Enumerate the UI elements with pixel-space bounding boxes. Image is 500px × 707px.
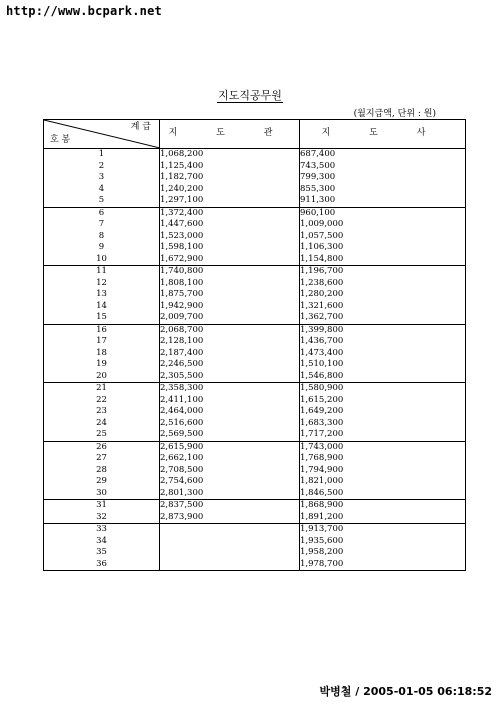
jidogwan-cell: 1,182,700 xyxy=(160,172,300,184)
jidosa-cell: 1,196,700 xyxy=(300,266,466,278)
jidogwan-cell: 1,372,400 xyxy=(160,207,300,219)
step-cell: 31 xyxy=(44,500,160,512)
jidosa-cell: 1,649,200 xyxy=(300,406,466,418)
jidosa-cell: 1,615,200 xyxy=(300,395,466,407)
table-row xyxy=(44,231,466,243)
jidosa-cell: 1,238,600 xyxy=(300,278,466,290)
table-body xyxy=(44,149,466,571)
step-cell: 33 xyxy=(44,524,160,536)
step-cell: 36 xyxy=(44,559,160,571)
jidogwan-cell: 1,740,800 xyxy=(160,266,300,278)
column-header-jidogwan-text: 지 도 관 xyxy=(168,128,291,139)
table-row xyxy=(44,219,466,231)
step-cell: 7 xyxy=(44,219,160,231)
step-cell: 28 xyxy=(44,465,160,477)
jidogwan-cell xyxy=(160,524,300,536)
table-row xyxy=(44,336,466,348)
jidosa-cell: 1,768,900 xyxy=(300,453,466,465)
jidosa-cell: 1,913,700 xyxy=(300,524,466,536)
table-row xyxy=(44,406,466,418)
jidosa-cell: 799,300 xyxy=(300,172,466,184)
table-row xyxy=(44,500,466,512)
table-row xyxy=(44,395,466,407)
table-row xyxy=(44,312,466,324)
table-row xyxy=(44,161,466,173)
step-cell: 19 xyxy=(44,359,160,371)
step-cell: 14 xyxy=(44,301,160,313)
jidogwan-cell: 2,068,700 xyxy=(160,324,300,336)
step-cell: 21 xyxy=(44,383,160,395)
jidosa-cell: 1,868,900 xyxy=(300,500,466,512)
jidogwan-cell: 1,447,600 xyxy=(160,219,300,231)
jidosa-cell: 1,717,200 xyxy=(300,429,466,441)
table-row xyxy=(44,559,466,571)
table-row xyxy=(44,242,466,254)
jidogwan-cell: 2,516,600 xyxy=(160,418,300,430)
jidosa-cell: 1,473,400 xyxy=(300,348,466,360)
document-title-text: 지도직공무원 xyxy=(218,89,282,102)
jidogwan-cell: 2,464,000 xyxy=(160,406,300,418)
step-cell: 26 xyxy=(44,441,160,453)
jidogwan-cell: 2,569,500 xyxy=(160,429,300,441)
jidogwan-cell: 2,615,900 xyxy=(160,441,300,453)
jidosa-cell: 1,743,000 xyxy=(300,441,466,453)
salary-table xyxy=(43,119,466,571)
jidogwan-cell: 2,411,100 xyxy=(160,395,300,407)
corner-rank-label: 계 급 xyxy=(130,122,151,132)
table-row xyxy=(44,278,466,290)
table-row xyxy=(44,465,466,477)
step-cell: 22 xyxy=(44,395,160,407)
jidogwan-cell: 2,187,400 xyxy=(160,348,300,360)
column-header-jidosa xyxy=(300,120,466,149)
step-cell: 17 xyxy=(44,336,160,348)
jidogwan-cell xyxy=(160,547,300,559)
table-row xyxy=(44,301,466,313)
step-cell: 6 xyxy=(44,207,160,219)
table-row xyxy=(44,453,466,465)
step-cell: 4 xyxy=(44,184,160,196)
jidosa-cell: 1,154,800 xyxy=(300,254,466,266)
corner-step-label: 호 봉 xyxy=(50,134,71,145)
jidosa-cell: 743,500 xyxy=(300,161,466,173)
step-cell: 30 xyxy=(44,488,160,500)
jidogwan-cell: 1,297,100 xyxy=(160,195,300,207)
step-cell: 29 xyxy=(44,476,160,488)
jidosa-cell: 1,821,000 xyxy=(300,476,466,488)
footer-stamp: 박병철 / 2005-01-05 06:18:52 xyxy=(319,685,492,698)
jidogwan-cell xyxy=(160,559,300,571)
jidosa-cell: 1,546,800 xyxy=(300,371,466,383)
table-row xyxy=(44,195,466,207)
jidosa-cell: 687,400 xyxy=(300,149,466,161)
table-row xyxy=(44,441,466,453)
step-cell: 24 xyxy=(44,418,160,430)
table-row xyxy=(44,476,466,488)
step-cell: 25 xyxy=(44,429,160,441)
jidogwan-cell: 1,942,900 xyxy=(160,301,300,313)
jidogwan-cell xyxy=(160,536,300,548)
step-cell: 8 xyxy=(44,231,160,243)
jidosa-cell: 1,846,500 xyxy=(300,488,466,500)
table-row xyxy=(44,536,466,548)
step-cell: 12 xyxy=(44,278,160,290)
jidosa-cell: 1,510,100 xyxy=(300,359,466,371)
table-row xyxy=(44,418,466,430)
jidogwan-cell: 1,808,100 xyxy=(160,278,300,290)
step-cell: 15 xyxy=(44,312,160,324)
step-cell: 10 xyxy=(44,254,160,266)
jidosa-cell: 1,057,500 xyxy=(300,231,466,243)
step-cell: 32 xyxy=(44,512,160,524)
table-row xyxy=(44,512,466,524)
table-row xyxy=(44,172,466,184)
jidogwan-cell: 1,523,000 xyxy=(160,231,300,243)
jidosa-cell: 1,362,700 xyxy=(300,312,466,324)
site-watermark: http://www.bcpark.net xyxy=(6,4,162,18)
table-row xyxy=(44,547,466,559)
table-row xyxy=(44,289,466,301)
step-cell: 23 xyxy=(44,406,160,418)
table-row xyxy=(44,254,466,266)
jidogwan-cell: 1,068,200 xyxy=(160,149,300,161)
jidosa-cell: 1,978,700 xyxy=(300,559,466,571)
column-header-jidogwan xyxy=(160,120,300,149)
table-row xyxy=(44,524,466,536)
jidogwan-cell: 2,246,500 xyxy=(160,359,300,371)
table-row xyxy=(44,266,466,278)
jidogwan-cell: 1,125,400 xyxy=(160,161,300,173)
jidosa-cell: 1,436,700 xyxy=(300,336,466,348)
jidogwan-cell: 1,875,700 xyxy=(160,289,300,301)
jidosa-cell: 1,321,600 xyxy=(300,301,466,313)
jidosa-cell: 1,958,200 xyxy=(300,547,466,559)
jidogwan-cell: 2,358,300 xyxy=(160,383,300,395)
table-row xyxy=(44,371,466,383)
jidogwan-cell: 2,009,700 xyxy=(160,312,300,324)
step-cell: 1 xyxy=(44,149,160,161)
document-title xyxy=(0,87,500,103)
corner-header-cell xyxy=(44,120,160,149)
step-cell: 2 xyxy=(44,161,160,173)
step-cell: 35 xyxy=(44,547,160,559)
table-row xyxy=(44,488,466,500)
jidogwan-cell: 2,305,500 xyxy=(160,371,300,383)
table-row xyxy=(44,207,466,219)
table-row xyxy=(44,429,466,441)
jidogwan-cell: 1,598,100 xyxy=(160,242,300,254)
jidosa-cell: 1,106,300 xyxy=(300,242,466,254)
table-row xyxy=(44,359,466,371)
step-cell: 13 xyxy=(44,289,160,301)
jidogwan-cell: 2,873,900 xyxy=(160,512,300,524)
jidosa-cell: 855,300 xyxy=(300,184,466,196)
jidogwan-cell: 1,672,900 xyxy=(160,254,300,266)
step-cell: 16 xyxy=(44,324,160,336)
table-header-row xyxy=(44,120,466,149)
jidogwan-cell: 2,837,500 xyxy=(160,500,300,512)
jidosa-cell: 1,935,600 xyxy=(300,536,466,548)
table-row xyxy=(44,149,466,161)
jidogwan-cell: 2,662,100 xyxy=(160,453,300,465)
step-cell: 27 xyxy=(44,453,160,465)
step-cell: 11 xyxy=(44,266,160,278)
jidosa-cell: 1,399,800 xyxy=(300,324,466,336)
jidogwan-cell: 2,708,500 xyxy=(160,465,300,477)
unit-note: (월지급액, 단위 : 원) xyxy=(353,109,436,119)
jidosa-cell: 1,009,000 xyxy=(300,219,466,231)
jidosa-cell: 911,300 xyxy=(300,195,466,207)
step-cell: 18 xyxy=(44,348,160,360)
table-row xyxy=(44,348,466,360)
jidosa-cell: 1,683,300 xyxy=(300,418,466,430)
step-cell: 5 xyxy=(44,195,160,207)
table-row xyxy=(44,184,466,196)
step-cell: 3 xyxy=(44,172,160,184)
jidogwan-cell: 2,801,300 xyxy=(160,488,300,500)
jidosa-cell: 1,580,900 xyxy=(300,383,466,395)
step-cell: 34 xyxy=(44,536,160,548)
step-cell: 9 xyxy=(44,242,160,254)
jidosa-cell: 960,100 xyxy=(300,207,466,219)
table-row xyxy=(44,324,466,336)
jidosa-cell: 1,280,200 xyxy=(300,289,466,301)
jidogwan-cell: 2,128,100 xyxy=(160,336,300,348)
step-cell: 20 xyxy=(44,371,160,383)
column-header-jidosa-text: 지 도 사 xyxy=(321,128,444,139)
jidogwan-cell: 2,754,600 xyxy=(160,476,300,488)
jidosa-cell: 1,891,200 xyxy=(300,512,466,524)
table-row xyxy=(44,383,466,395)
jidogwan-cell: 1,240,200 xyxy=(160,184,300,196)
jidosa-cell: 1,794,900 xyxy=(300,465,466,477)
